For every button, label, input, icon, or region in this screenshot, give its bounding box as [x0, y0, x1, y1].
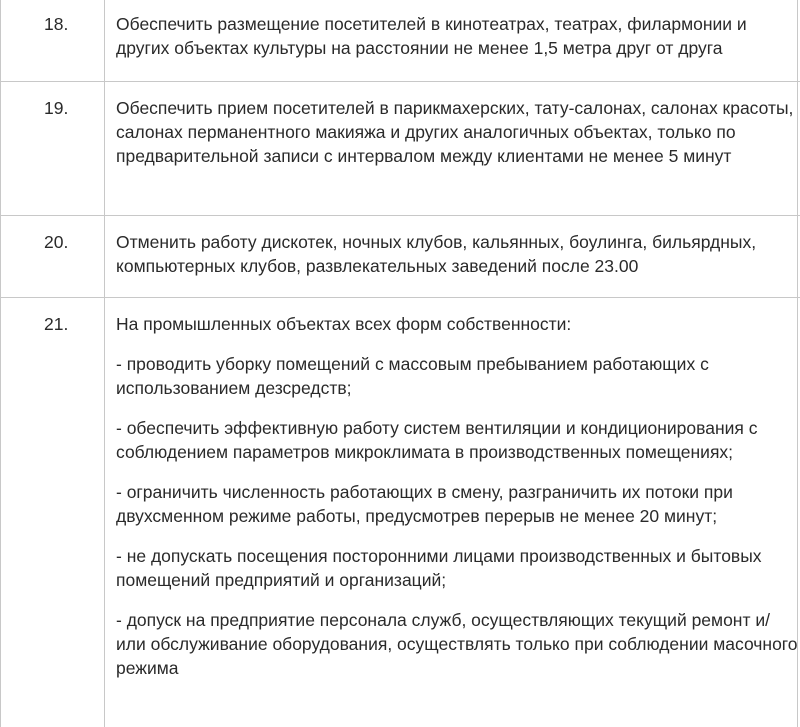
- row-paragraph: - допуск на предприятие персонала служб, осуществляющих текущий ремонт и/или обслуживание оборудования, осуществлять только при соблюдении масочного режима: [116, 610, 798, 678]
- row-number: 20.: [44, 232, 69, 252]
- row-paragraph: Обеспечить размещение посетителей в кинотеатрах, театрах, филармонии и других объектах культуры на расстоянии не менее 1,5 метра друг от друга: [116, 14, 747, 58]
- table-row: [0, 82, 800, 216]
- row-paragraph: - проводить уборку помещений с массовым пребыванием работающих с использованием дезсредств;: [116, 354, 709, 398]
- row-paragraph: Обеспечить прием посетителей в парикмахерских, тату-салонах, салонах красоты, салонах перманентного макияжа и других аналогичных объектах, только по предварительной записи с интервалом между клиентами не менее 5 минут: [116, 98, 794, 166]
- row-paragraph: На промышленных объектах всех форм собственности:: [116, 314, 572, 334]
- row-number: 19.: [44, 98, 69, 118]
- row-paragraph: - ограничить численность работающих в смену, разграничить их потоки при двухсменном режиме работы, предусмотрев перерыв не менее 20 минут;: [116, 482, 733, 526]
- row-paragraph: - не допускать посещения посторонними лицами производственных и бытовых помещений предприятий и организаций;: [116, 546, 762, 590]
- row-text: [116, 230, 798, 278]
- row-number: 18.: [44, 14, 69, 34]
- table-row: [0, 298, 800, 727]
- row-number: 21.: [44, 314, 69, 334]
- row-paragraph: - обеспечить эффективную работу систем вентиляции и кондиционирования с соблюдением параметров микроклимата в производственных помещениях;: [116, 418, 758, 462]
- table-row: [0, 216, 800, 298]
- row-text: [116, 12, 798, 60]
- row-paragraph: Отменить работу дискотек, ночных клубов, кальянных, боулинга, бильярдных, компьютерных клубов, развлекательных заведений после 23.00: [116, 232, 757, 276]
- row-text: [116, 96, 798, 168]
- table-row: [0, 0, 800, 82]
- row-text: [116, 312, 798, 680]
